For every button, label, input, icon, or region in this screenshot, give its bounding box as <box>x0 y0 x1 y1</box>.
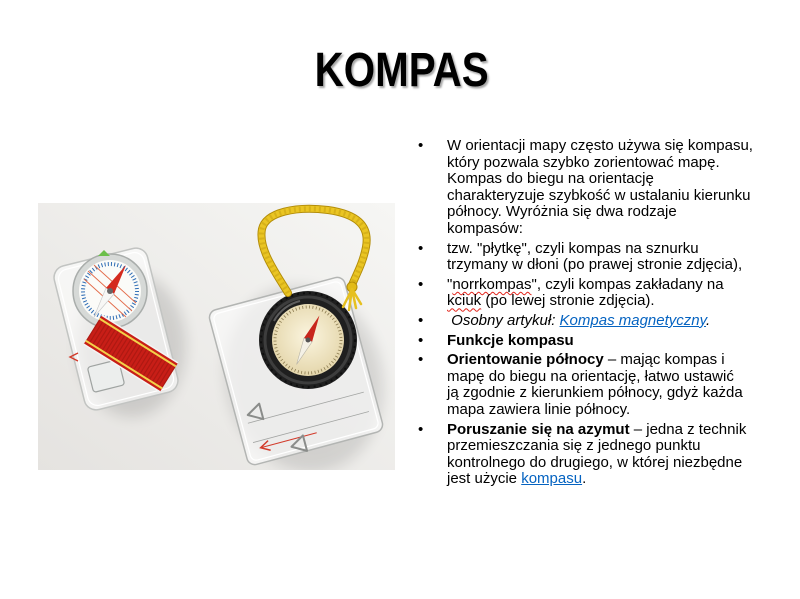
text-segment: ", czyli kompas zakładany na <box>531 275 724 293</box>
bullet-marker: • <box>418 420 424 438</box>
text-segment: . <box>706 311 711 329</box>
text-segment: " <box>447 275 453 293</box>
bullet-intro <box>418 138 753 238</box>
bullet-marker: • <box>418 137 424 154</box>
text-line: Kompas do biegu na orientację <box>447 170 654 188</box>
term-bold: Orientowanie północy <box>447 351 604 369</box>
bullet-marker: • <box>418 311 424 329</box>
link-kompasu[interactable]: kompasu <box>521 470 583 488</box>
text-line <box>447 352 753 369</box>
text-line <box>447 293 753 310</box>
text-segment: – jedna z technik <box>629 420 747 438</box>
text-segment: Osobny artykuł: <box>447 311 560 329</box>
link-kompas-magnetyczny[interactable]: Kompas magnetyczny <box>559 311 707 329</box>
section-heading: Funkcje kompasu <box>447 331 574 349</box>
bullet-azimuth <box>418 422 753 488</box>
compass-photo-graphic <box>38 203 395 470</box>
compass-photo <box>38 203 395 470</box>
bullet-orienting-north <box>418 352 753 418</box>
text-segment: – mając kompas i <box>603 351 725 369</box>
text-line <box>447 422 753 439</box>
bullet-marker: • <box>418 275 424 293</box>
text-line <box>447 277 753 294</box>
text-line: północy. Wyróżnia się dwa rodzaje <box>447 203 677 221</box>
bullet-functions-heading <box>418 333 753 350</box>
text-line: kontrolnego do drugiego, w której niezbędne <box>447 453 743 471</box>
text-line: charakteryzuje szybkość w ustalaniu kierunku <box>447 186 751 204</box>
bullet-norrkompas <box>418 277 753 310</box>
text-line: W orientacji mapy często używa się kompasu, <box>447 137 753 154</box>
bullet-plytka <box>418 241 753 274</box>
text-segment: . <box>582 470 587 488</box>
text-line: trzymany w dłoni (po prawej stronie zdjęcia), <box>447 256 743 274</box>
text-line: mapa zawiera linie północy. <box>447 400 631 418</box>
text-line: kompasów: <box>447 219 523 237</box>
bullet-marker: • <box>418 331 424 349</box>
text-line: mapę do biegu na orientację, łatwo ustawić <box>447 367 734 385</box>
text-line: tzw. "płytkę", czyli kompas na sznurku <box>447 239 699 257</box>
text-line: ją zgodnie z kierunkiem północy, gdyż każda <box>447 384 743 402</box>
text-segment: (po lewej stronie zdjęcia). <box>481 292 655 310</box>
text-line <box>447 313 753 330</box>
term-bold: Poruszanie się na azymut <box>447 420 630 438</box>
spellcheck-flagged-word[interactable]: kciuk <box>447 292 482 310</box>
bullet-marker: • <box>418 351 424 369</box>
spellcheck-flagged-word[interactable]: norrkompas <box>452 275 532 293</box>
bullet-list <box>418 138 753 491</box>
bullet-marker: • <box>418 239 424 257</box>
slide-title: KOMPAS <box>314 44 489 97</box>
text-segment: jest użycie <box>447 470 522 488</box>
bullet-see-also <box>418 313 753 330</box>
text-line: przemieszczania się z jednego punktu <box>447 437 701 455</box>
text-line <box>447 471 753 488</box>
text-line: który pozwala szybko zorientować mapę. <box>447 153 720 171</box>
